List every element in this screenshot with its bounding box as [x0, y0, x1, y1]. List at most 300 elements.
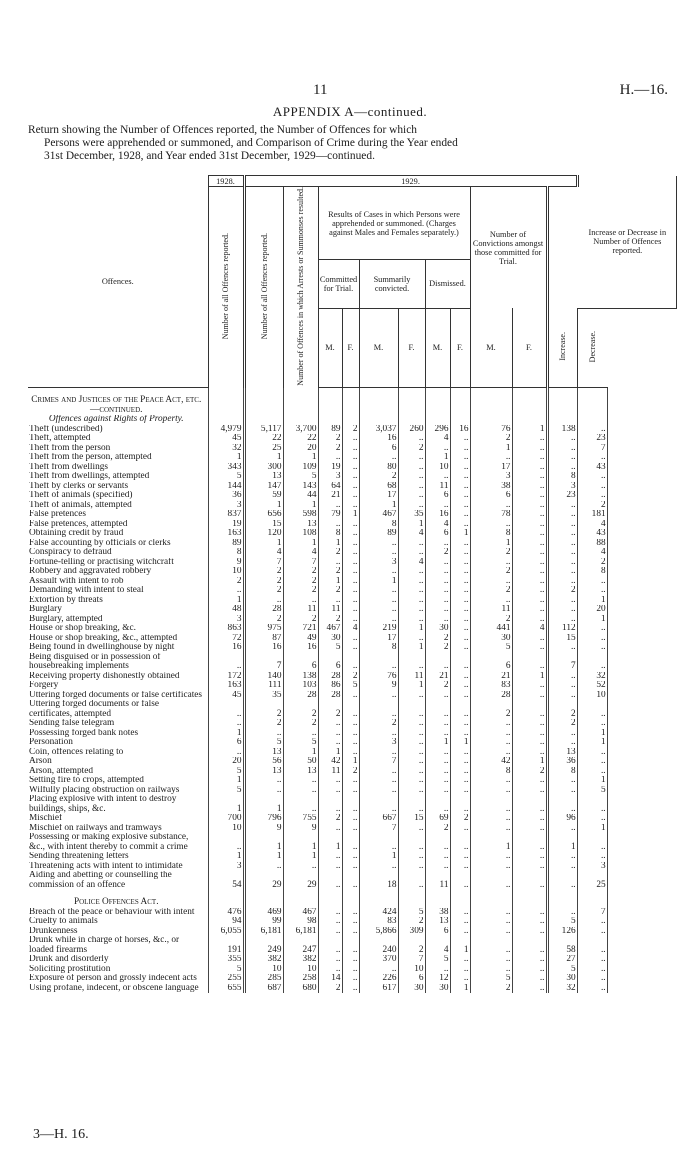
- table-cell: 2: [425, 824, 450, 834]
- offence-name: Cruelty to animals: [28, 917, 208, 927]
- table-cell: ..: [342, 539, 359, 549]
- table-cell: ..: [342, 453, 359, 463]
- table-cell: ..: [398, 795, 425, 814]
- table-cell: 2: [318, 586, 342, 596]
- table-cell: 476: [208, 908, 244, 918]
- arrests-header: Number of Offences in which Arrests or Summonses resulted.: [296, 187, 305, 386]
- table-row: [28, 691, 677, 701]
- offence-name: Receiving property dishonestly obtained: [28, 672, 208, 682]
- table-cell: ..: [547, 605, 577, 615]
- table-cell: ..: [450, 908, 470, 918]
- table-cell: ..: [342, 824, 359, 834]
- table-cell: 29: [283, 871, 318, 890]
- table-cell: 6: [208, 738, 244, 748]
- table-cell: ..: [512, 605, 547, 615]
- table-cell: 16: [244, 643, 283, 653]
- table-cell: ..: [398, 852, 425, 862]
- convictions-header: Number of Convictions amongst those committed for Trial.: [470, 187, 547, 309]
- table-cell: 1: [318, 748, 342, 758]
- table-cell: 2: [398, 936, 425, 955]
- table-cell: ..: [577, 936, 607, 955]
- summarily-f: F.: [398, 308, 425, 388]
- committed-f: F.: [342, 308, 359, 388]
- table-cell: 86: [318, 681, 342, 691]
- table-cell: 2: [283, 567, 318, 577]
- table-cell: 4: [577, 548, 607, 558]
- table-cell: ..: [318, 955, 342, 965]
- table-cell: 9: [244, 824, 283, 834]
- table-cell: ..: [425, 558, 450, 568]
- table-cell: ..: [512, 908, 547, 918]
- table-cell: ..: [398, 501, 425, 511]
- table-cell: ..: [512, 824, 547, 834]
- table-cell: ..: [450, 852, 470, 862]
- table-cell: 1: [577, 729, 607, 739]
- table-cell: ..: [512, 482, 547, 492]
- table-cell: ..: [577, 491, 607, 501]
- table-cell: ..: [398, 615, 425, 625]
- empty-cell: [577, 890, 607, 908]
- table-cell: 5: [577, 786, 607, 796]
- table-cell: ..: [512, 615, 547, 625]
- table-cell: 1: [359, 577, 398, 587]
- table-cell: 1: [512, 757, 547, 767]
- table-cell: 7: [283, 558, 318, 568]
- offence-name: Exposure of person and grossly indecent acts: [28, 974, 208, 984]
- table-cell: ..: [512, 463, 547, 473]
- table-cell: 6,181: [244, 927, 283, 937]
- table-cell: ..: [425, 539, 450, 549]
- table-cell: 285: [244, 974, 283, 984]
- table-cell: 2: [359, 472, 398, 482]
- table-cell: 1: [283, 453, 318, 463]
- table-cell: 56: [244, 757, 283, 767]
- table-cell: 9: [283, 824, 318, 834]
- table-cell: 2: [318, 700, 342, 719]
- table-cell: ..: [577, 453, 607, 463]
- table-cell: ..: [318, 871, 342, 890]
- table-cell: ..: [359, 653, 398, 672]
- table-cell: ..: [398, 634, 425, 644]
- convictions-m: M.: [470, 308, 512, 388]
- offence-name: Theft from the person: [28, 444, 208, 454]
- table-cell: ..: [470, 719, 512, 729]
- table-cell: 6: [359, 444, 398, 454]
- table-row: [28, 767, 677, 777]
- empty-cell: [244, 388, 283, 416]
- table-cell: 87: [244, 634, 283, 644]
- offence-name: Uttering forged documents or false certificates: [28, 691, 208, 701]
- table-cell: 656: [244, 510, 283, 520]
- table-cell: ..: [342, 501, 359, 511]
- table-cell: ..: [342, 927, 359, 937]
- table-cell: ..: [512, 719, 547, 729]
- table-cell: ..: [577, 767, 607, 777]
- table-cell: ..: [577, 653, 607, 672]
- summarily-m: M.: [359, 308, 398, 388]
- table-cell: 296: [425, 425, 450, 435]
- table-cell: ..: [450, 824, 470, 834]
- table-cell: 5: [208, 965, 244, 975]
- table-cell: ..: [342, 472, 359, 482]
- offence-name: House or shop breaking, &c.: [28, 624, 208, 634]
- table-cell: 1: [283, 833, 318, 852]
- table-cell: 38: [425, 908, 450, 918]
- table-cell: 10: [208, 567, 244, 577]
- table-cell: 36: [208, 491, 244, 501]
- table-cell: 108: [283, 529, 318, 539]
- table-cell: 25: [577, 871, 607, 890]
- table-row: [28, 482, 677, 492]
- table-cell: ..: [425, 700, 450, 719]
- empty-cell: [450, 388, 470, 416]
- table-cell: ..: [318, 917, 342, 927]
- table-row: [28, 615, 677, 625]
- table-row: [28, 757, 677, 767]
- table-cell: 2: [512, 767, 547, 777]
- offence-name: Assault with intent to rob: [28, 577, 208, 587]
- table-cell: 467: [318, 624, 342, 634]
- table-cell: 15: [244, 520, 283, 530]
- table-cell: 181: [577, 510, 607, 520]
- table-cell: 78: [470, 510, 512, 520]
- table-cell: 2: [470, 700, 512, 719]
- offence-name: Aiding and abetting or counselling the commission of an offence: [28, 871, 208, 890]
- table-cell: ..: [512, 548, 547, 558]
- table-cell: 3: [359, 558, 398, 568]
- table-cell: 8: [208, 548, 244, 558]
- offence-name: Obtaining credit by fraud: [28, 529, 208, 539]
- table-row: [28, 444, 677, 454]
- table-row: [28, 965, 677, 975]
- table-cell: 16: [208, 643, 244, 653]
- empty-cell: [283, 388, 318, 416]
- table-cell: 5: [470, 974, 512, 984]
- table-row: [28, 434, 677, 444]
- table-cell: 6,181: [283, 927, 318, 937]
- table-cell: ..: [398, 548, 425, 558]
- table-cell: 5: [208, 767, 244, 777]
- table-cell: ..: [470, 748, 512, 758]
- offence-name: Placing explosive with intent to destroy buildings, ships, &c.: [28, 795, 208, 814]
- table-cell: 32: [208, 444, 244, 454]
- table-cell: ..: [450, 624, 470, 634]
- table-cell: ..: [450, 795, 470, 814]
- appendix-title: APPENDIX A—continued.: [272, 104, 428, 119]
- table-cell: 21: [318, 491, 342, 501]
- offence-name: Theft (undescribed): [28, 425, 208, 435]
- table-cell: 11: [398, 672, 425, 682]
- table-cell: ..: [512, 472, 547, 482]
- table-cell: ..: [425, 852, 450, 862]
- table-cell: ..: [398, 453, 425, 463]
- table-cell: ..: [470, 795, 512, 814]
- table-cell: 16: [450, 425, 470, 435]
- table-cell: ..: [512, 491, 547, 501]
- table-cell: ..: [342, 719, 359, 729]
- table-row: [28, 908, 677, 918]
- table-row: [28, 425, 677, 435]
- table-cell: ..: [342, 482, 359, 492]
- table-cell: 667: [359, 814, 398, 824]
- table-cell: ..: [450, 444, 470, 454]
- table-row: [28, 984, 677, 994]
- table-cell: 94: [208, 917, 244, 927]
- section-heading-row: [28, 388, 677, 416]
- table-row: [28, 824, 677, 834]
- table-cell: ..: [577, 700, 607, 719]
- table-cell: ..: [318, 965, 342, 975]
- table-cell: ..: [318, 908, 342, 918]
- table-cell: ..: [577, 955, 607, 965]
- table-cell: 6: [283, 653, 318, 672]
- table-cell: ..: [208, 748, 244, 758]
- table-cell: 6,055: [208, 927, 244, 937]
- reported-1928-header: Number of all Offences reported.: [221, 233, 230, 340]
- table-cell: ..: [450, 681, 470, 691]
- table-cell: ..: [244, 862, 283, 872]
- table-cell: 7: [398, 955, 425, 965]
- offence-name: Being disguised or in possession of housebreaking implements: [28, 653, 208, 672]
- table-cell: ..: [318, 786, 342, 796]
- table-cell: ..: [470, 814, 512, 824]
- table-cell: 3: [318, 472, 342, 482]
- table-cell: 4: [425, 434, 450, 444]
- table-cell: 3: [470, 472, 512, 482]
- empty-cell: [470, 890, 512, 908]
- table-row: [28, 955, 677, 965]
- offence-name: Wilfully placing obstruction on railways: [28, 786, 208, 796]
- table-cell: 28: [283, 691, 318, 701]
- table-cell: 4: [398, 529, 425, 539]
- table-cell: ..: [470, 936, 512, 955]
- table-cell: ..: [208, 700, 244, 719]
- table-cell: ..: [577, 472, 607, 482]
- table-row: [28, 927, 677, 937]
- table-cell: 5: [208, 786, 244, 796]
- table-cell: ..: [547, 558, 577, 568]
- table-row: [28, 605, 677, 615]
- table-cell: ..: [450, 482, 470, 492]
- table-cell: 2: [244, 615, 283, 625]
- table-cell: 8: [359, 643, 398, 653]
- table-cell: 120: [244, 529, 283, 539]
- offence-name: Theft of animals (specified): [28, 491, 208, 501]
- offence-name: Theft from dwellings: [28, 463, 208, 473]
- offence-name: Possessing forged bank notes: [28, 729, 208, 739]
- offence-name: Mischief on railways and tramways: [28, 824, 208, 834]
- empty-cell: [577, 388, 607, 416]
- table-cell: ..: [342, 548, 359, 558]
- table-cell: ..: [450, 605, 470, 615]
- table-cell: ..: [470, 596, 512, 606]
- table-cell: 27: [547, 955, 577, 965]
- table-cell: ..: [342, 786, 359, 796]
- table-cell: ..: [577, 814, 607, 824]
- table-cell: 18: [359, 871, 398, 890]
- table-row: [28, 567, 677, 577]
- table-cell: ..: [342, 748, 359, 758]
- table-cell: 1: [208, 729, 244, 739]
- table-cell: 36: [547, 757, 577, 767]
- table-cell: ..: [577, 643, 607, 653]
- table-cell: ..: [359, 786, 398, 796]
- table-cell: ..: [208, 653, 244, 672]
- offence-name: Drunk and disorderly: [28, 955, 208, 965]
- table-cell: ..: [547, 643, 577, 653]
- table-cell: 13: [425, 917, 450, 927]
- empty-cell: [512, 890, 547, 908]
- table-cell: ..: [577, 624, 607, 634]
- table-cell: 755: [283, 814, 318, 824]
- table-row: [28, 729, 677, 739]
- table-cell: ..: [450, 653, 470, 672]
- table-cell: 255: [208, 974, 244, 984]
- table-cell: 2: [318, 615, 342, 625]
- empty-cell: [547, 890, 577, 908]
- table-cell: ..: [577, 852, 607, 862]
- table-cell: 6: [425, 927, 450, 937]
- offence-name: Theft, attempted: [28, 434, 208, 444]
- table-cell: 3: [208, 615, 244, 625]
- table-cell: 1: [244, 795, 283, 814]
- table-cell: ..: [244, 596, 283, 606]
- table-cell: ..: [512, 501, 547, 511]
- table-cell: 1: [470, 833, 512, 852]
- table-cell: ..: [398, 776, 425, 786]
- table-cell: ..: [342, 634, 359, 644]
- table-cell: 11: [425, 871, 450, 890]
- table-row: [28, 539, 677, 549]
- table-cell: 2: [283, 577, 318, 587]
- offence-name: Sending false telegram: [28, 719, 208, 729]
- table-cell: ..: [512, 700, 547, 719]
- offence-name: Robbery and aggravated robbery: [28, 567, 208, 577]
- table-cell: 16: [283, 643, 318, 653]
- table-cell: ..: [512, 681, 547, 691]
- table-cell: ..: [283, 862, 318, 872]
- table-cell: 1: [342, 757, 359, 767]
- table-cell: 2: [283, 586, 318, 596]
- table-cell: ..: [425, 653, 450, 672]
- table-cell: 96: [547, 814, 577, 824]
- table-cell: 2: [470, 615, 512, 625]
- table-cell: 49: [283, 634, 318, 644]
- table-cell: ..: [450, 558, 470, 568]
- table-cell: 721: [283, 624, 318, 634]
- table-cell: ..: [450, 567, 470, 577]
- table-cell: 5,117: [244, 425, 283, 435]
- table-cell: ..: [398, 700, 425, 719]
- table-cell: ..: [342, 738, 359, 748]
- document-id: H.—16.: [619, 82, 668, 98]
- table-cell: 13: [283, 520, 318, 530]
- table-cell: 5: [398, 908, 425, 918]
- empty-cell: [450, 890, 470, 908]
- table-row: [28, 700, 677, 719]
- table-cell: 5: [283, 472, 318, 482]
- table-cell: 7: [547, 653, 577, 672]
- table-cell: ..: [283, 729, 318, 739]
- table-cell: 69: [425, 814, 450, 824]
- empty-cell: [359, 890, 398, 908]
- table-cell: ..: [283, 786, 318, 796]
- offence-name: Theft of animals, attempted: [28, 501, 208, 511]
- empty-cell: [425, 415, 450, 425]
- table-cell: ..: [318, 501, 342, 511]
- table-cell: ..: [359, 615, 398, 625]
- table-cell: 8: [577, 567, 607, 577]
- table-cell: 17: [470, 463, 512, 473]
- table-cell: ..: [512, 691, 547, 701]
- table-cell: 219: [359, 624, 398, 634]
- table-cell: 226: [359, 974, 398, 984]
- table-cell: ..: [398, 472, 425, 482]
- table-cell: 3: [208, 862, 244, 872]
- table-cell: 5: [244, 738, 283, 748]
- table-cell: 83: [359, 917, 398, 927]
- table-cell: ..: [512, 974, 547, 984]
- subsection-heading: Offences against Rights of Property.: [28, 415, 208, 425]
- table-cell: 3: [359, 738, 398, 748]
- table-cell: 2: [318, 814, 342, 824]
- table-cell: 1: [450, 984, 470, 994]
- table-cell: 72: [208, 634, 244, 644]
- offence-name: Extortion by threats: [28, 596, 208, 606]
- table-cell: ..: [512, 936, 547, 955]
- table-cell: 1: [208, 795, 244, 814]
- offence-name: Soliciting prostitution: [28, 965, 208, 975]
- table-cell: 7: [577, 908, 607, 918]
- table-cell: ..: [318, 596, 342, 606]
- table-cell: ..: [547, 501, 577, 511]
- table-cell: 19: [318, 463, 342, 473]
- table-cell: ..: [547, 434, 577, 444]
- table-cell: 20: [577, 605, 607, 615]
- table-cell: 6: [398, 974, 425, 984]
- table-cell: ..: [450, 748, 470, 758]
- table-cell: ..: [470, 852, 512, 862]
- footer-mark: 3—H. 16.: [33, 1127, 89, 1142]
- table-cell: 16: [425, 510, 450, 520]
- table-cell: ..: [547, 577, 577, 587]
- offence-name: Burglary, attempted: [28, 615, 208, 625]
- offence-name: Being found in dwellinghouse by night: [28, 643, 208, 653]
- offence-name: False pretences, attempted: [28, 520, 208, 530]
- table-cell: 1: [244, 539, 283, 549]
- table-cell: ..: [342, 814, 359, 824]
- table-cell: 68: [359, 482, 398, 492]
- table-cell: 1: [208, 453, 244, 463]
- table-cell: 140: [244, 672, 283, 682]
- table-cell: 42: [470, 757, 512, 767]
- table-cell: ..: [425, 729, 450, 739]
- table-cell: 2: [425, 548, 450, 558]
- table-cell: 52: [577, 681, 607, 691]
- table-cell: 309: [398, 927, 425, 937]
- table-cell: 343: [208, 463, 244, 473]
- table-cell: ..: [318, 795, 342, 814]
- empty-cell: [318, 388, 342, 416]
- table-cell: 8: [318, 529, 342, 539]
- table-cell: 79: [318, 510, 342, 520]
- empty-cell: [512, 388, 547, 416]
- table-cell: ..: [398, 605, 425, 615]
- table-cell: ..: [512, 567, 547, 577]
- offence-name: Mischief: [28, 814, 208, 824]
- table-cell: 249: [244, 936, 283, 955]
- table-cell: 1: [470, 539, 512, 549]
